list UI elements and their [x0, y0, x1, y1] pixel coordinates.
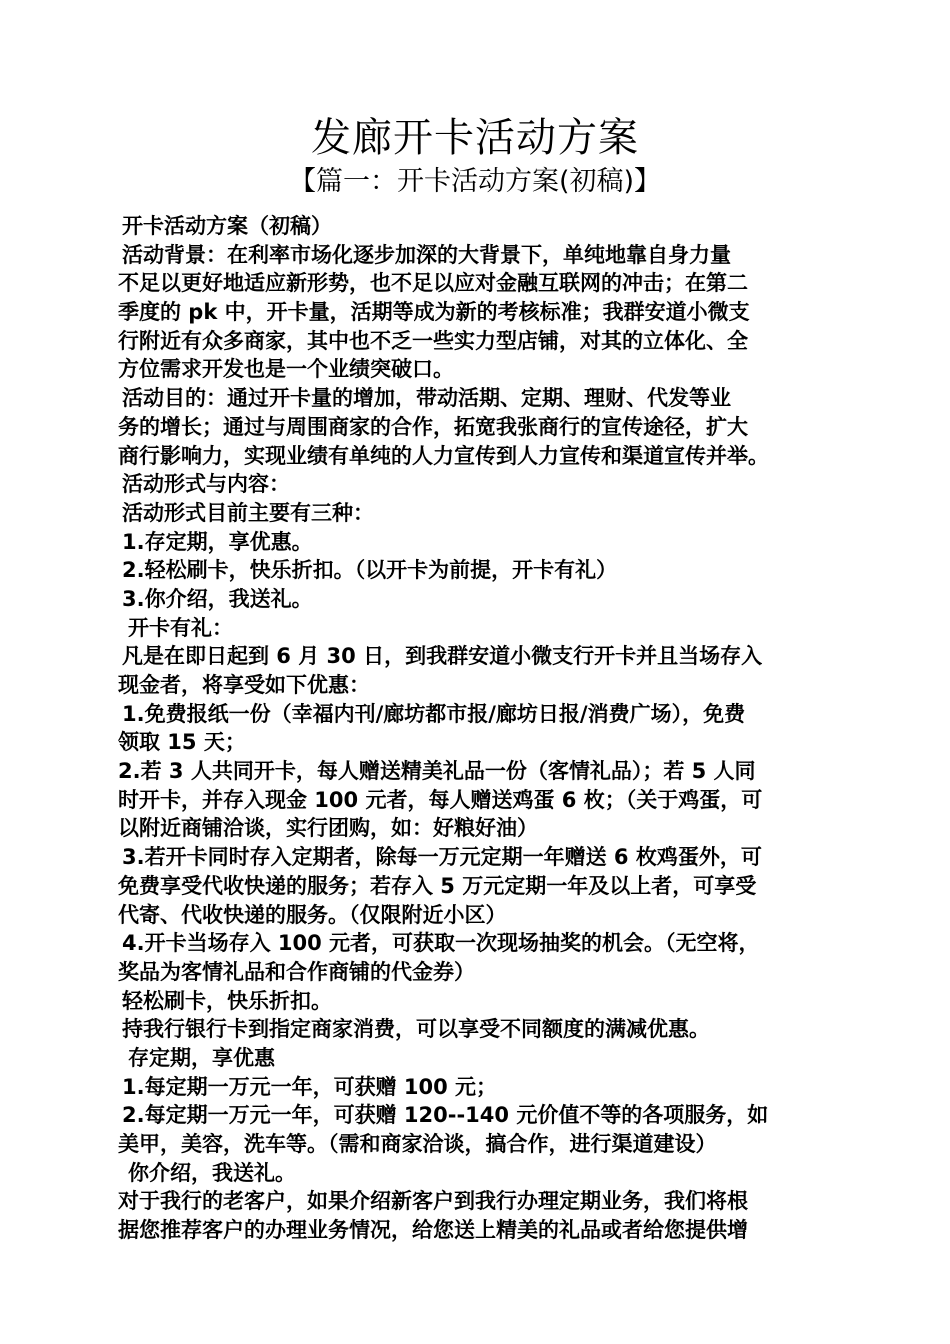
body-line: 你介绍，我送礼。 — [128, 1160, 296, 1185]
body-line: 现金者，将享受如下优惠： — [118, 673, 370, 697]
body-line: 行附近有众多商家，其中也不乏一些实力型店铺，对其的立体化、全 — [118, 328, 748, 353]
body-line: 活动背景：在利率市场化逐步加深的大背景下，单纯地靠自身力量 — [122, 242, 731, 267]
body-line: 务的增长；通过与周围商家的合作，拓宽我张商行的宣传途径，扩大 — [118, 414, 748, 439]
body-line: 方位需求开发也是一个业绩突破口。 — [118, 357, 454, 382]
body-line: 轻松刷卡，快乐折扣。 — [122, 988, 332, 1013]
body-line: 4.开卡当场存入 100 元者，可获取一次现场抽奖的机会。（无空将， — [122, 931, 760, 956]
body-line: 持我行银行卡到指定商家消费，可以享受不同额度的满减优惠。 — [122, 1017, 710, 1042]
body-line: 对于我行的老客户，如果介绍新客户到我行办理定期业务，我们将根 — [118, 1189, 748, 1214]
body-line: 领取 15 天； — [118, 730, 246, 755]
body-line: 代寄、代收快递的服务。（仅限附近小区） — [118, 902, 507, 927]
body-line: 美甲，美容，洗车等。（需和商家洽谈，搞合作，进行渠道建设） — [118, 1132, 717, 1156]
document-subtitle: 【篇一：开卡活动方案(初稿)】 — [288, 166, 662, 197]
body-line: 时开卡，并存入现金 100 元者，每人赠送鸡蛋 6 枚；（关于鸡蛋，可 — [118, 787, 763, 812]
body-line: 1.每定期一万元一年，可获赠 100 元； — [122, 1074, 498, 1099]
body-line: 开卡活动方案（初稿） — [122, 214, 332, 238]
document-body — [118, 212, 838, 1245]
body-line: 据您推荐客户的办理业务情况，给您送上精美的礼品或者给您提供增 — [118, 1218, 748, 1243]
body-line: 奖品为客情礼品和合作商铺的代金券） — [118, 959, 475, 984]
body-line: 存定期，享优惠 — [128, 1045, 275, 1070]
body-line: 活动形式目前主要有三种： — [122, 500, 374, 525]
body-line: 不足以更好地适应新形势，也不足以应对金融互联网的冲击；在第二 — [118, 271, 748, 296]
body-line: 活动目的：通过开卡量的增加，带动活期、定期、理财、代发等业 — [122, 386, 731, 411]
body-line: 活动形式与内容： — [122, 472, 290, 497]
body-line: 2.轻松刷卡，快乐折扣。（以开卡为前提，开卡有礼） — [122, 558, 618, 583]
body-line: 1.存定期，享优惠。 — [122, 529, 313, 554]
body-line: 季度的 pk 中，开卡量，活期等成为新的考核标准；我群安道小微支 — [118, 300, 750, 325]
document-title: 发廊开卡活动方案 — [311, 115, 639, 161]
body-line: 2.每定期一万元一年，可获赠 120--140 元价值不等的各项服务，如 — [122, 1103, 769, 1128]
body-line: 2.若 3 人共同开卡，每人赠送精美礼品一份（客情礼品）；若 5 人同 — [118, 759, 756, 784]
body-line: 1.免费报纸一份（幸福内刊/廊坊都市报/廊坊日报/消费广场），免费 — [122, 701, 746, 726]
body-line: 3.你介绍，我送礼。 — [122, 586, 313, 611]
body-line: 3.若开卡同时存入定期者，除每一万元定期一年赠送 6 枚鸡蛋外，可 — [122, 845, 762, 870]
body-line: 凡是在即日起到 6 月 30 日，到我群安道小微支行开卡并且当场存入 — [122, 644, 763, 669]
body-line: 商行影响力，实现业绩有单纯的人力宣传到人力宣传和渠道宣传并举。 — [118, 443, 769, 468]
body-line: 以附近商铺洽谈，实行团购，如：好粮好油） — [118, 816, 538, 841]
body-line: 开卡有礼： — [128, 615, 233, 640]
body-line: 免费享受代收快递的服务；若存入 5 万元定期一年及以上者，可享受 — [118, 873, 757, 898]
